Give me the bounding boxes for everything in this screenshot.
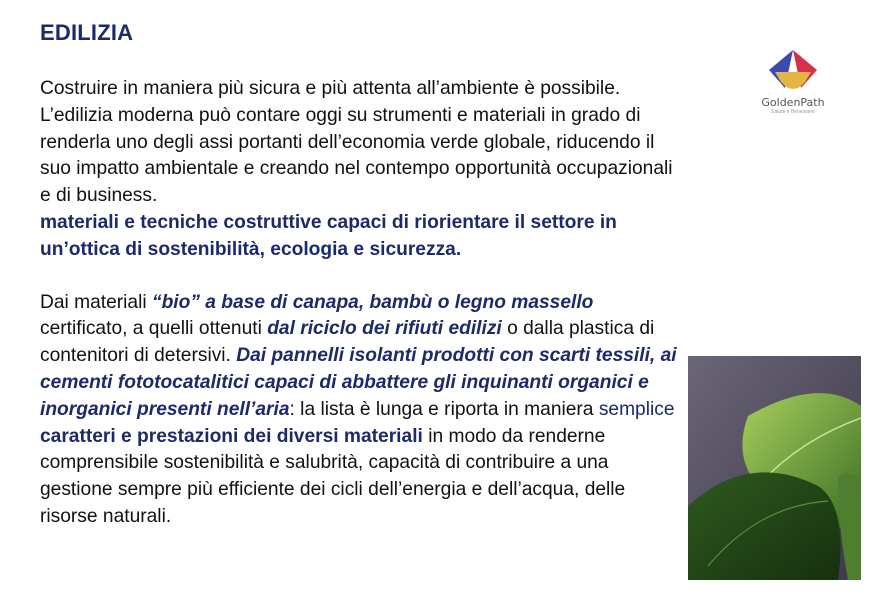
logo-name: GoldenPath — [761, 96, 825, 109]
materials-text: certificato, a quelli ottenuti — [40, 318, 268, 340]
materials-text: Dai materiali — [40, 291, 152, 313]
logo-tagline: Salute e Benessere — [771, 109, 815, 115]
materials-highlight-recycle: dal riciclo dei rifiuti edilizi — [267, 318, 502, 340]
materials-text: : la lista è lunga e riporta in maniera — [289, 398, 599, 420]
materials-paragraph — [40, 290, 680, 531]
slide-body — [40, 76, 680, 531]
leaf-photo — [688, 356, 861, 580]
leaf-photo-icon — [688, 356, 861, 580]
goldenpath-logo-icon — [765, 48, 821, 94]
slide-title: EDILIZIA — [40, 20, 134, 45]
materials-text: in modo da renderne comprensibile sostenibilità e salubrità, capacità di contribuire a una gestione sempre più efficiente dei cicli dell’energia e dell’acqua, delle risorse naturali. — [40, 425, 626, 527]
goldenpath-logo — [750, 48, 836, 124]
intro-paragraph — [40, 76, 680, 264]
materials-highlight-bio: “bio” a base di canapa, bambù o legno massello — [151, 291, 594, 313]
intro-highlight: materiali e tecniche costruttive capaci di riorientare il settore in un’ottica di sostenibilità, ecologia e sicurezza. — [40, 211, 617, 260]
materials-highlight-panels: Dai pannelli isolanti prodotti con scarti tessili, ai cementi fototocatalitici capaci di abbattere gli inquinanti organici e inorganici presenti nell’aria — [40, 345, 677, 420]
materials-highlight-simple: semplice — [598, 398, 675, 420]
intro-text: Costruire in maniera più sicura e più attenta all’ambiente è possibile. L’edilizia moderna può contare oggi su strumenti e materiali in grado di renderla uno degli assi portanti dell’economia verde globale, riducendo il suo impatto ambientale e creando nel contempo opportunità occupazionali e di business. — [40, 78, 673, 207]
materials-highlight-features: caratteri e prestazioni dei diversi materiali — [40, 425, 423, 447]
materials-text: o dalla plastica di contenitori di detersivi. — [40, 318, 655, 367]
